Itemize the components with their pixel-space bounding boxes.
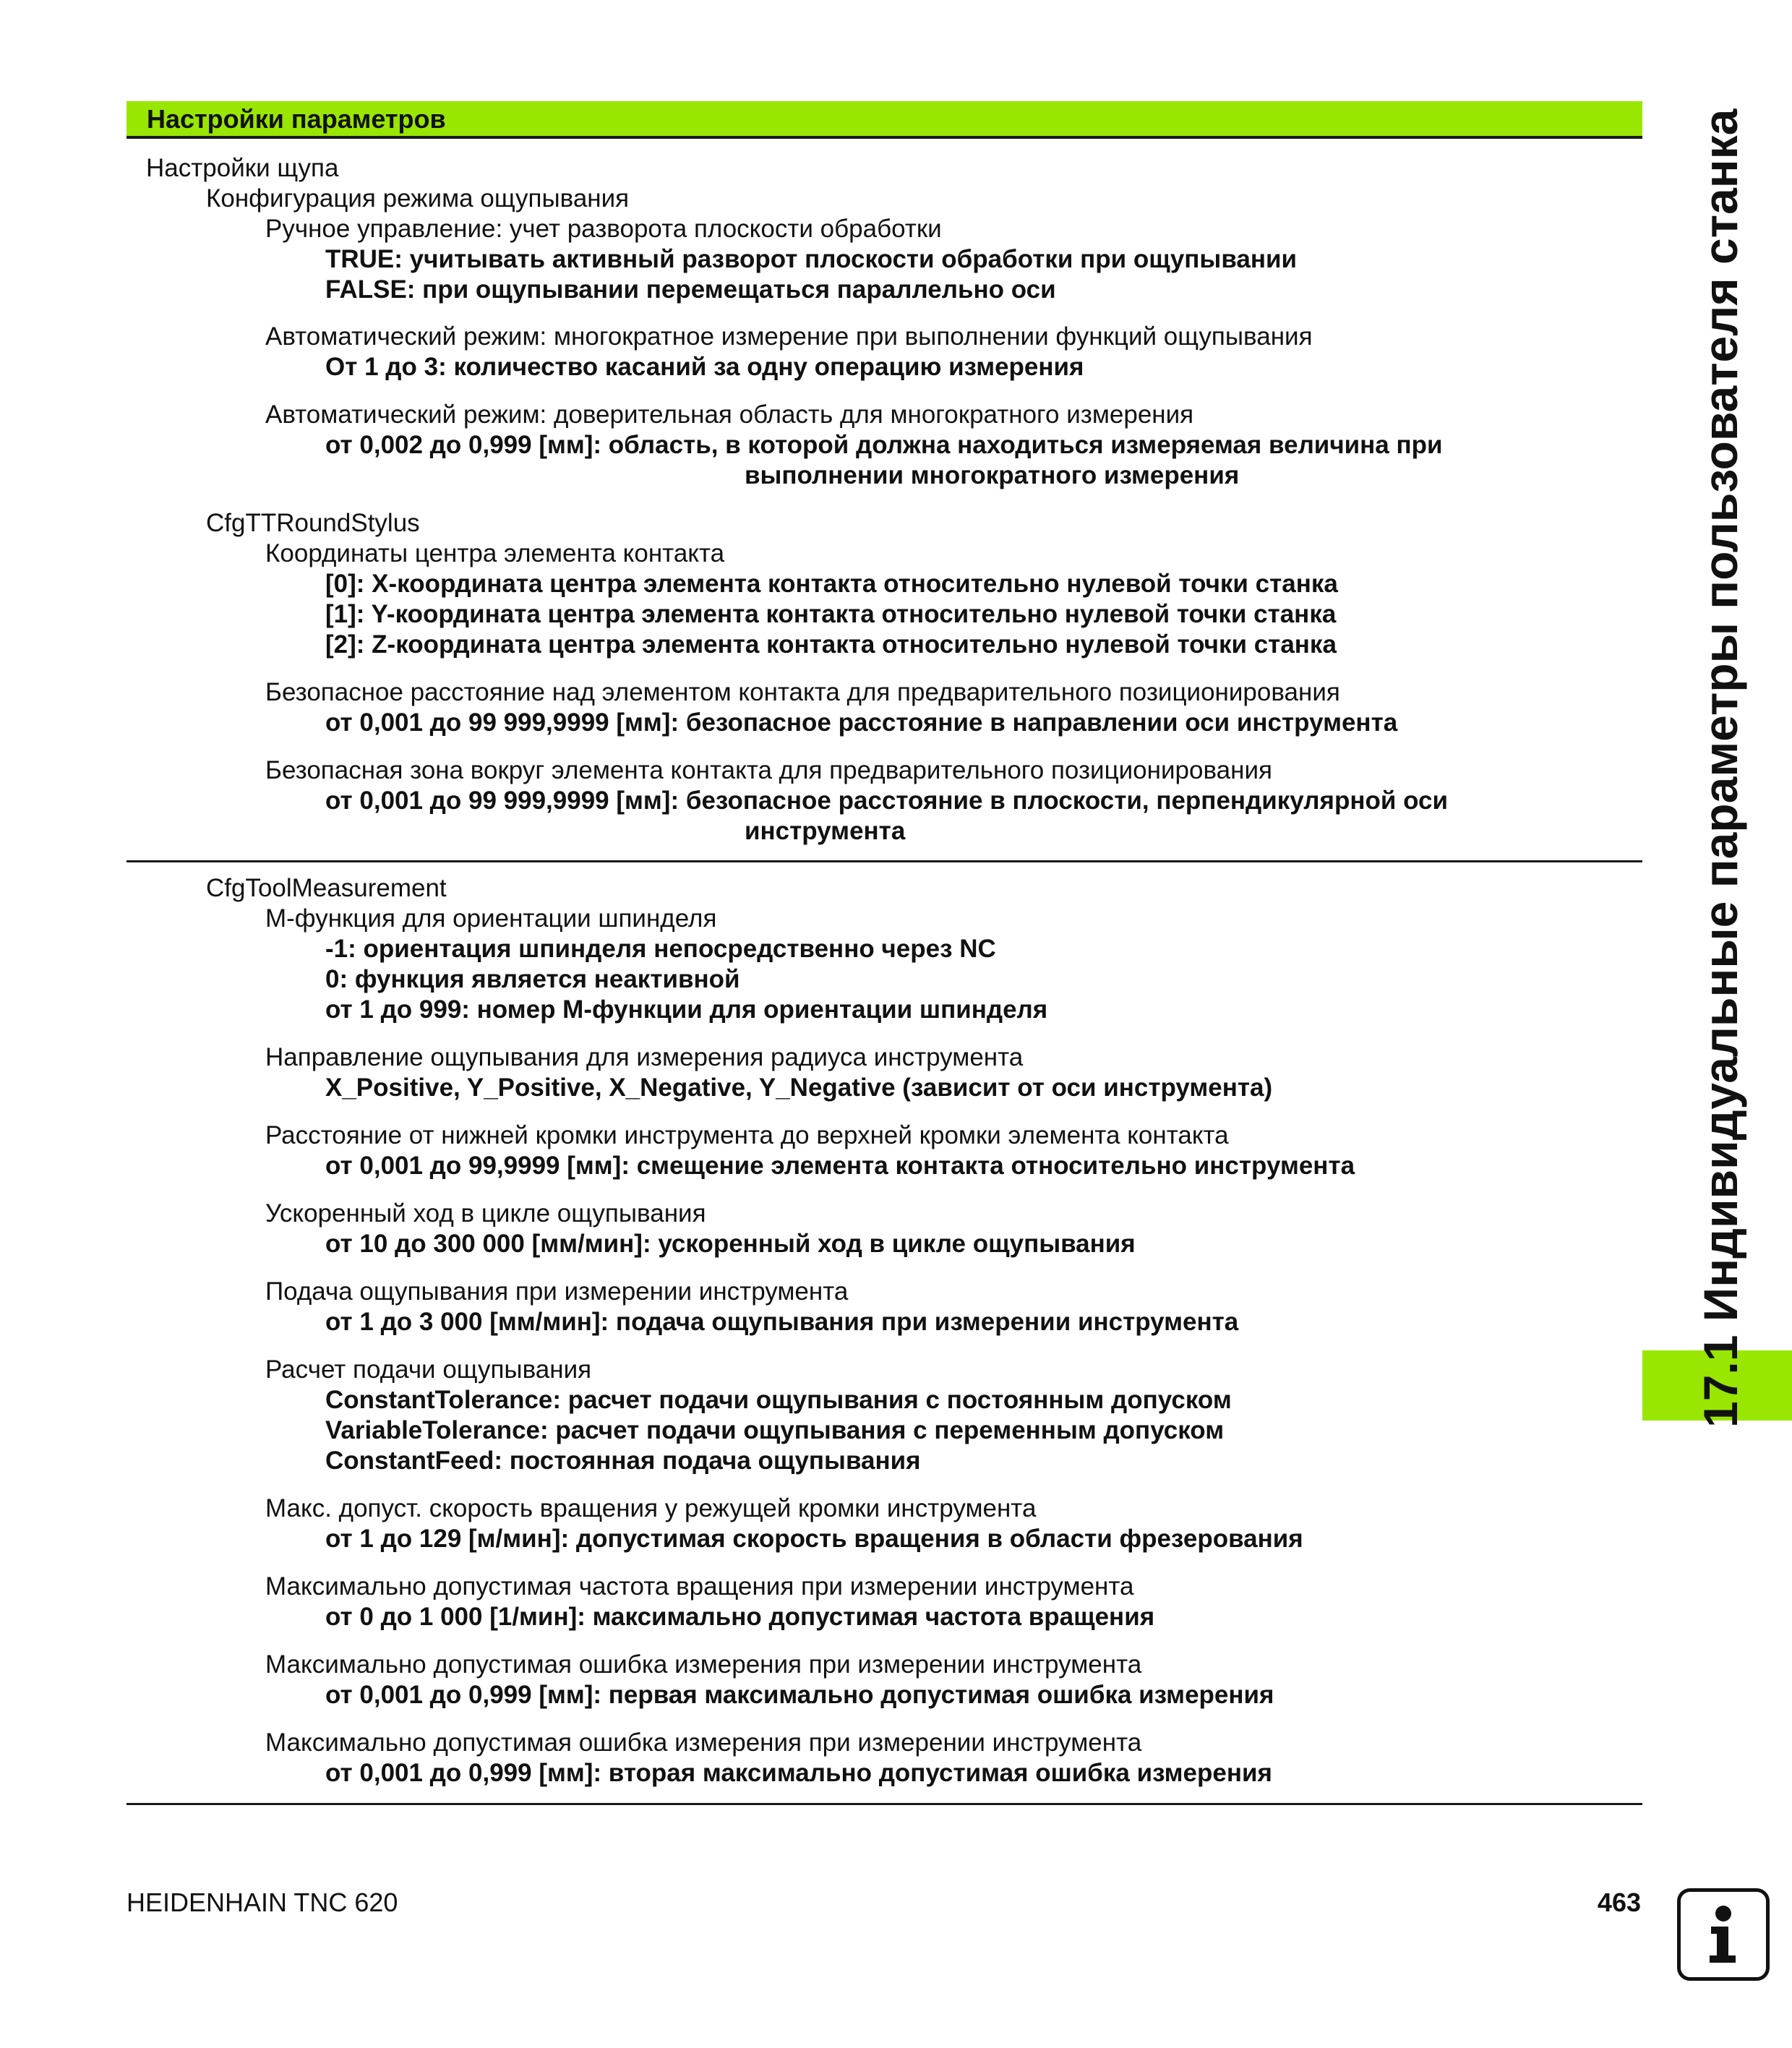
parameter-label: Макс. допуст. скорость вращения у режущей кромки инструмента [265,1494,1037,1522]
parameter-label: М-функция для ориентации шпинделя [265,904,717,933]
chapter-side-title: 17.1 Индивидуальные параметры пользователя станка [1694,108,1747,1428]
footer-product: HEIDENHAIN TNC 620 [127,1888,398,1917]
parameter-value: выполнении многократного измерения [745,461,1240,489]
parameter-value: от 1 до 3 000 [мм/мин]: подача ощупывания при измерении инструмента [325,1308,1239,1336]
parameter-value: TRUE: учитывать активный разворот плоскости обработки при ощупывании [325,245,1298,273]
parameter-label: Максимально допустимая ошибка измерения при измерении инструмента [265,1728,1142,1757]
parameter-label: Направление ощупывания для измерения радиуса инструмента [265,1043,1024,1071]
parameter-value: X_Positive, Y_Positive, X_Negative, Y_Negative (зависит от оси инструмента) [325,1074,1273,1102]
parameter-label: Максимально допустимая частота вращения при измерении инструмента [265,1572,1134,1601]
parameter-label: Расстояние от нижней кромки инструмента до верхней кромки элемента контакта [265,1121,1229,1149]
parameter-label: Ручное управление: учет разворота плоскости обработки [265,215,942,243]
parameter-value: от 1 до 129 [м/мин]: допустимая скорость вращения в области фрезерования [325,1525,1303,1553]
parameter-label: Безопасное расстояние над элементом контакта для предварительного позиционирования [265,678,1340,706]
parameter-value: от 10 до 300 000 [мм/мин]: ускоренный ход в цикле ощупывания [325,1230,1136,1258]
bottom-divider [127,1803,1642,1805]
parameter-label: Ускоренный ход в цикле ощупывания [265,1199,706,1227]
parameter-value: от 0,001 до 99 999,9999 [мм]: безопасное расстояние в направлении оси инструмента [325,708,1398,737]
parameter-label: Автоматический режим: доверительная область для многократного измерения [265,400,1194,429]
parameter-value: от 0,001 до 0,999 [мм]: первая максимально допустимая ошибка измерения [325,1681,1274,1709]
parameter-label: Безопасная зона вокруг элемента контакта для предварительного позиционирования [265,756,1272,784]
parameter-value: от 0,001 до 99,9999 [мм]: смещение элемента контакта относительно инструмента [325,1152,1355,1180]
parameter-value: VariableTolerance: расчет подачи ощупывания с переменным допуском [325,1416,1225,1444]
info-icon [1677,1888,1770,1981]
parameter-value: от 0 до 1 000 [1/мин]: максимально допустимая частота вращения [325,1603,1155,1631]
parameter-value: От 1 до 3: количество касаний за одну операцию измерения [325,353,1084,381]
parameter-value: 0: функция является неактивной [325,965,740,993]
parameter-label: Координаты центра элемента контакта [265,539,725,567]
parameter-label: CfgTTRoundStylus [206,509,420,537]
parameter-value: от 0,001 до 0,999 [мм]: вторая максимально допустимая ошибка измерения [325,1759,1272,1787]
parameter-value: от 0,002 до 0,999 [мм]: область, в которой должна находиться измеряемая величина при [325,431,1443,459]
parameter-value: ConstantFeed: постоянная подача ощупывания [325,1447,921,1475]
parameter-label: Настройки щупа [146,154,339,182]
parameter-value: [1]: Y-координата центра элемента контакта относительно нулевой точки станка [325,600,1337,628]
parameter-value: FALSE: при ощупывании перемещаться параллельно оси [325,275,1056,304]
section-header-title: Настройки параметров [147,104,446,134]
parameter-value: от 1 до 999: номер М-функции для ориентации шпинделя [325,995,1048,1024]
parameter-label: Конфигурация режима ощупывания [206,184,630,213]
parameter-label: CfgToolMeasurement [206,874,447,902]
parameter-value: [2]: Z-координата центра элемента контакта относительно нулевой точки станка [325,630,1337,659]
footer-page-number: 463 [1597,1888,1641,1917]
parameter-value: инструмента [745,817,906,845]
parameter-value: -1: ориентация шпинделя непосредственно через NC [325,935,996,963]
section-divider [127,860,1642,862]
parameter-label: Автоматический режим: многократное измерение при выполнении функций ощупывания [265,322,1313,351]
parameter-value: ConstantTolerance: расчет подачи ощупывания с постоянным допуском [325,1386,1232,1414]
parameter-label: Подача ощупывания при измерении инструмента [265,1277,849,1306]
parameter-value: [0]: X-координата центра элемента контакта относительно нулевой точки станка [325,570,1338,598]
parameter-value: от 0,001 до 99 999,9999 [мм]: безопасное расстояние в плоскости, перпендикулярной оси [325,787,1449,815]
parameter-label: Расчет подачи ощупывания [265,1355,592,1384]
section-header-bar [127,101,1642,139]
parameter-label: Максимально допустимая ошибка измерения при измерении инструмента [265,1650,1142,1679]
